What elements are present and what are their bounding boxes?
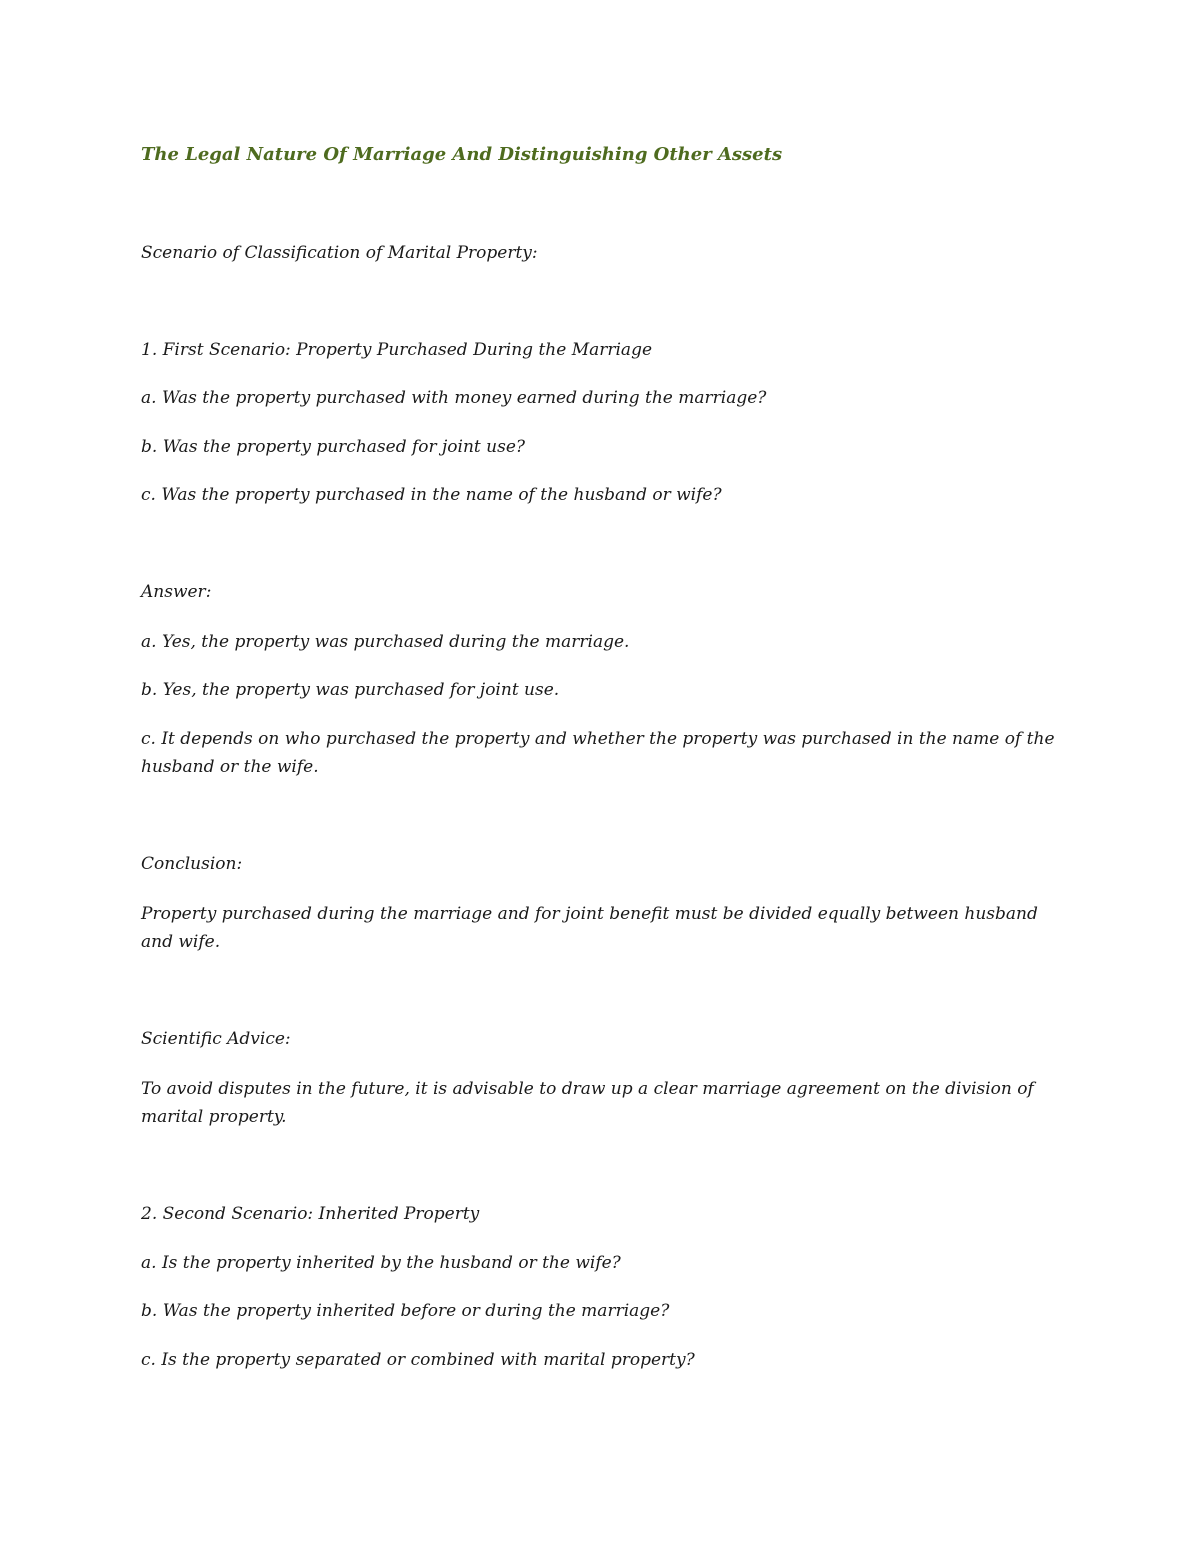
conclusion-text: Property purchased during the marriage and for joint benefit must be divided equally between husband and wife. (141, 904, 1038, 952)
answer-a: a. Yes, the property was purchased during the marriage. (141, 632, 630, 652)
answer-b: b. Yes, the property was purchased for joint use. (141, 680, 560, 700)
scenario-1-heading: 1. First Scenario: Property Purchased During the Marriage (141, 340, 653, 360)
scenario-2-question-a: a. Is the property inherited by the husband or the wife? (141, 1253, 621, 1273)
scenario-1-question-c: c. Was the property purchased in the name of the husband or wife? (141, 485, 722, 505)
scenario-2-heading: 2. Second Scenario: Inherited Property (141, 1204, 480, 1224)
conclusion-label: Conclusion: (141, 854, 243, 874)
document-title: The Legal Nature Of Marriage And Distinguishing Other Assets (141, 144, 783, 165)
scenario-2-question-c: c. Is the property separated or combined with marital property? (141, 1350, 695, 1370)
scenario-1-question-a: a. Was the property purchased with money earned during the marriage? (141, 388, 767, 408)
answer-c: c. It depends on who purchased the property and whether the property was purchased in the name of the husband or the wife. (141, 729, 1055, 777)
answer-label: Answer: (141, 582, 212, 602)
intro-heading: Scenario of Classification of Marital Property: (141, 243, 538, 263)
scenario-1-question-b: b. Was the property purchased for joint use? (141, 437, 526, 457)
advice-text: To avoid disputes in the future, it is advisable to draw up a clear marriage agreement on the division of marital property. (141, 1079, 1034, 1127)
advice-label: Scientific Advice: (141, 1029, 291, 1049)
scenario-2-question-b: b. Was the property inherited before or during the marriage? (141, 1301, 670, 1321)
